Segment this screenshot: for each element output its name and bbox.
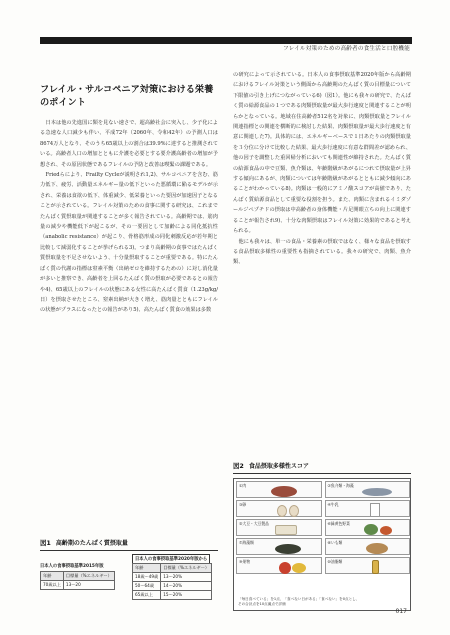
figure-1-caption: 高齢期のたんぱく質摂取量 [55, 540, 128, 547]
table-row [133, 591, 212, 600]
food-item-egg [236, 500, 322, 517]
food-item-label: ④牛乳 [327, 502, 339, 507]
food-item-label: ⑧いも類 [327, 540, 343, 545]
egg-photo-icon [289, 505, 299, 517]
food-item-soy [236, 519, 322, 536]
table-row [133, 582, 212, 591]
table-cell: 13〜20% [161, 573, 212, 582]
oil-bottle-photo-icon [372, 560, 379, 574]
table-row [41, 581, 115, 590]
table-cell: 65歳以上 [133, 591, 161, 600]
running-title: フレイル対策のための高齢者の食生活と口腔機能 [283, 46, 410, 52]
table-header: 年齢 [133, 564, 161, 573]
food-item-label: ⑦海藻類 [239, 540, 254, 545]
food-item-meat [236, 481, 322, 498]
table-2020-caption: 日本人の食事摂取基準2020年版から [132, 554, 210, 564]
body-paragraph: 他にも我々は、単一の食品・栄養素の摂取ではなく、様々な食品を摂取する食品摂取多様性の重要性も指摘されている。我々の研究で、肉類、魚介類、 [233, 238, 411, 266]
table-cell: 15〜20% [161, 591, 212, 600]
section-title [40, 83, 218, 109]
figure-1-label: 図1 [40, 539, 51, 547]
food-item-milk [325, 500, 411, 517]
table-2020 [132, 563, 212, 600]
tofu-photo-icon [275, 525, 297, 535]
fish-photo-icon [362, 488, 392, 496]
fruit-photo-icon [279, 562, 291, 574]
header-bar [40, 37, 412, 44]
food-diversity-panel [233, 478, 411, 611]
table-cell: 70歳以上 [41, 581, 64, 590]
section-title-line-2: のポイント [40, 97, 86, 108]
table-header: 目標量（%エネルギー） [161, 564, 212, 573]
figure-2 [233, 453, 411, 611]
figure-2-note-line-1: 「毎日食べている」を1点、「食べない日がある」「食べない」を0点とし、 [238, 597, 360, 601]
body-paragraph: Friedらにより、Frailty Cycleが説明され1,2)、サルコペニアを含む、筋力低下、疲労、活動量エネルギー量の低下といった悪循環に陥るモデルが示され、栄養は食欲の低下、体重減少、低栄養といった要因が加速因子となることが示されている。フレイル対策のための食事に関する研究は、これまでたんぱく質摂取量が関連することが多く報告されている。高齢期では、筋肉量の減少や機能低下が起こるが、その一要因として加齢による同化抵抗性（anabolic resistance）が起こり、骨格筋形成の同化刺激反応が若年期と比較して減弱化することが挙げられる3)。つまり高齢期の食事ではたんぱく質摂取量を不足させないよう、十分量摂取することが重要である。特にたんぱく質の代謝の指標は窒素平衡（出納ゼロを維持するための）に対し消化量が多いと推察でき、高齢者を上回るたんぱく質の摂取が必要であるとの報告や4)、65歳以上のフレイルの状態にある女性に高たんぱく質食（1.23g/kg/日）を摂取させたところ、窒素出納が大きく増え、筋肉量とともにフレイルの状態がプラスになったとの報告があり5)、高たんぱく質食の効果は多数 [40, 172, 218, 314]
body-paragraph: 日本は他の先進国に類を見ない速さで、超高齢社会に突入し、少子化による急速な人口減少も伴い、平成72年（2060年、令和42年）の予測人口は8674万人となり、そのうち65歳以上の割合は39.9%に達すると推測されている。高齢者人口の増加とともに介護を必要とする要介護高齢者の増加が予想され、その原因状態であるフレイルの予防と改善は喫緊の課題である。 [40, 120, 218, 168]
food-item-potato [325, 538, 411, 555]
figure-2-note-line-2: その合計点を10点満点で評価 [238, 602, 286, 606]
figure-2-caption: 食品摂取多様性スコア [248, 463, 309, 470]
table-cell: 50〜64歳 [133, 582, 161, 591]
left-column [40, 70, 218, 316]
food-item-label: ③卵 [239, 502, 247, 507]
figure-2-rule [233, 473, 411, 474]
right-column [233, 70, 411, 268]
table-cell: 14〜20% [161, 582, 212, 591]
food-item-fruit [236, 557, 322, 574]
food-item-label: ①肉 [239, 483, 247, 488]
food-item-label: ②魚介類・海藻 [327, 483, 354, 488]
potato-photo-icon [366, 543, 388, 554]
fruit-photo-icon [292, 563, 306, 573]
figure-2-label: 図2 [233, 462, 244, 470]
table-header: 年齢 [41, 572, 64, 581]
figure-1-tables [40, 551, 218, 609]
vegetable-photo-icon [380, 526, 392, 535]
table-header: 目標量（%エネルギー） [63, 572, 114, 581]
food-item-label: ⑥緑黄色野菜 [327, 521, 350, 526]
table-cell: 18歳〜49歳 [133, 573, 161, 582]
table-2015-caption: 日本人の食事摂取基準2015年版 [40, 564, 104, 569]
table-row [133, 573, 212, 582]
food-item-seaweed [236, 538, 322, 555]
food-item-seafood [325, 481, 411, 498]
milk-photo-icon [370, 503, 380, 517]
figure-2-note [238, 597, 359, 607]
food-grid [236, 481, 410, 574]
meat-photo-icon [271, 486, 297, 497]
vegetable-photo-icon [364, 524, 378, 535]
food-item-label: ⑤大豆・大豆製品 [239, 521, 269, 526]
table-2015 [40, 571, 115, 590]
seaweed-photo-icon [275, 544, 301, 554]
figure-1 [40, 530, 218, 597]
section-title-line-1: フレイル・サルコペニア対策における栄養 [40, 84, 214, 95]
figure-1-title [40, 538, 218, 547]
food-item-label: ⑩油脂類 [327, 559, 343, 564]
food-item-label: ⑨果物 [239, 559, 250, 564]
food-item-green-vegetables [325, 519, 411, 536]
table-cell: 13〜20 [63, 581, 114, 590]
figure-2-title [233, 461, 411, 470]
food-item-oil [325, 557, 411, 574]
body-paragraph: の研究によって示されている。日本人の食事摂取基準2020年版から高齢期におけるフレイル対策という側面から高齢期のたんぱく質の目標量について下限値の引き上げにつながっている6)（図1）。他にも我々の研究で、たんぱく質の給源食品の１つである肉類摂取量が最大歩行速度と関連することが明らかとなっている。地域在住高齢者512名を対象に、肉類摂取量とフレイル関連指標との関連を横断的に検討した結果、肉類摂取量が最大歩行速度と有意に関連した7)。具体的には、エネルギーベースで１日あたりの肉類摂取量を３分位に分けて比較した結果、最大歩行速度に有意な群間差が認められ、他の因子を調整した重回帰分析においても関連性が維持された。たんぱく質の給源食品の中で豆類、魚介類は、年齢階級があがるにつれて摂取量が上昇する傾向にあるが、肉類については年齢階級があがるとともに減少傾向にあることがわかっている8)。肉類は一般的にアミノ酸スコアが高値であり、たんぱく質給源食品として重要な役割を担う。また、肉類に含まれるイミダゾールジペプチドの摂取は中高齢者の身体機能・片足開眼立ちの向上に関連することが報告され9)、十分な肉類摂取はフレイル対策に効果的であると考えられる。 [233, 72, 411, 235]
egg-photo-icon [277, 505, 287, 517]
page-number: 017 [395, 608, 407, 615]
